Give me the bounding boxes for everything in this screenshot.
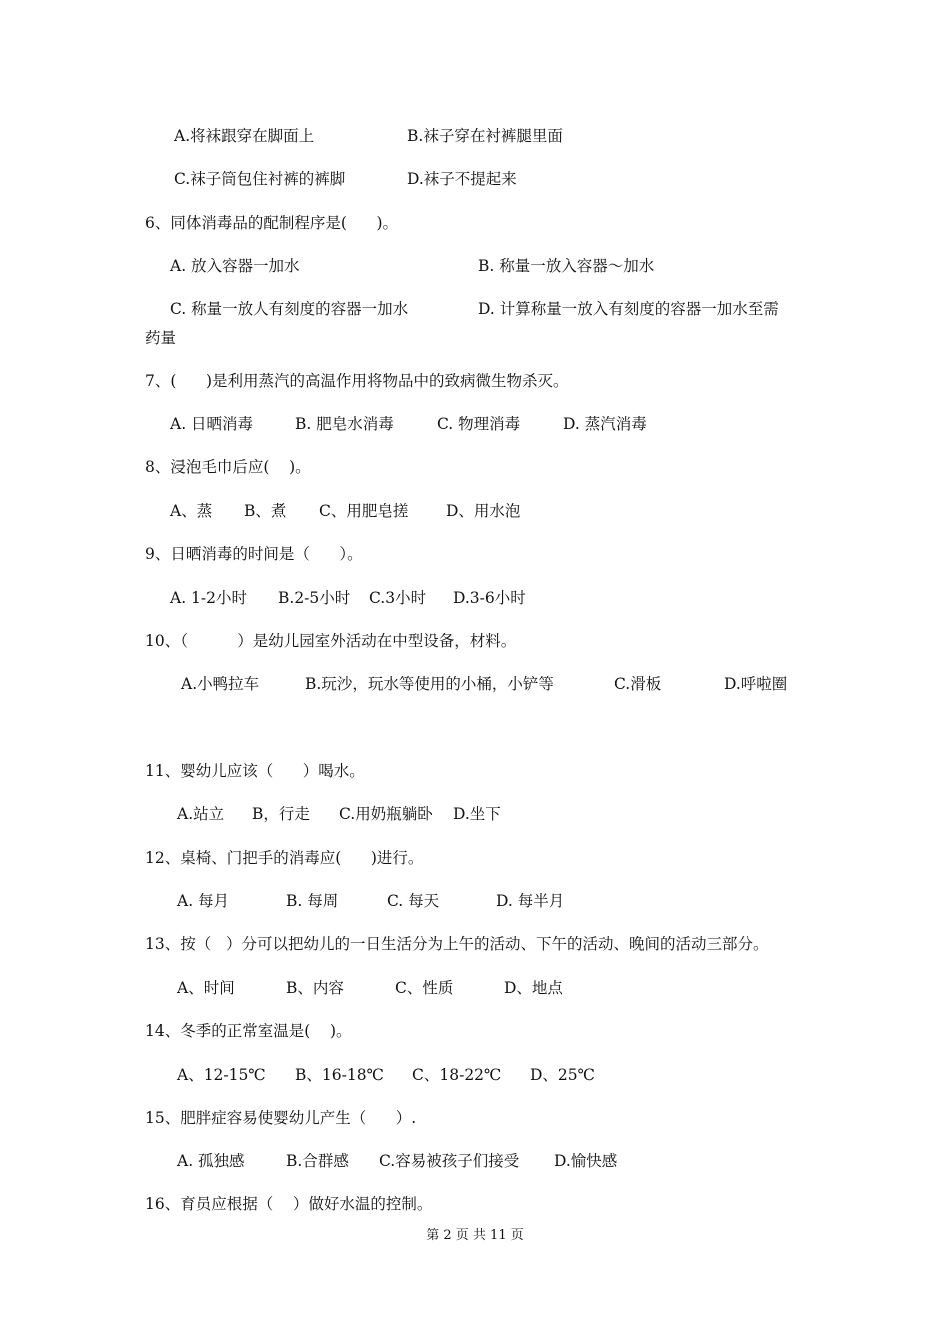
- q9-option-b: B.2-5小时: [278, 589, 351, 607]
- question-9: 9、日晒消毒的时间是（ ）。: [145, 545, 363, 563]
- question-8: 8、浸泡毛巾后应( )。: [145, 458, 311, 476]
- q11-option-a: A.站立: [177, 805, 225, 823]
- q8-option-b: B、煮: [244, 502, 287, 520]
- q5-option-c: C.袜子筒包住衬裤的裤脚: [174, 170, 346, 188]
- q7-option-a: A. 日晒消毒: [170, 415, 254, 433]
- question-13: 13、按（ ）分可以把幼儿的一日生活分为上午的活动、下午的活动、晚间的活动三部分。: [145, 935, 769, 953]
- q13-option-a: A、时间: [177, 979, 235, 997]
- q7-option-c: C. 物理消毒: [437, 415, 521, 433]
- question-16: 16、育员应根据（ ）做好水温的控制。: [145, 1195, 433, 1213]
- q14-option-d: D、25℃: [530, 1066, 595, 1084]
- q6-option-b: B. 称量一放入容器～加水: [478, 257, 655, 275]
- q11-option-c: C.用奶瓶躺卧: [339, 805, 433, 823]
- q10-option-d: D.呼啦圈: [724, 675, 788, 693]
- question-14: 14、冬季的正常室温是( )。: [145, 1022, 352, 1040]
- q7-option-b: B. 肥皂水消毒: [295, 415, 394, 433]
- question-6: 6、同体消毒品的配制程序是( )。: [145, 214, 399, 232]
- q9-option-d: D.3-6小时: [453, 589, 526, 607]
- q15-option-d: D.愉快感: [554, 1152, 618, 1170]
- q6-option-d-continued: 药量: [145, 329, 177, 347]
- q12-option-b: B. 每周: [286, 892, 339, 910]
- q15-option-b: B.合群感: [286, 1152, 349, 1170]
- page-number-footer: 第 2 页 共 11 页: [426, 1228, 524, 1243]
- q5-option-d: D.袜子不提起来: [407, 170, 517, 188]
- q8-option-a: A、蒸: [170, 502, 213, 520]
- q12-option-a: A. 每月: [177, 892, 230, 910]
- q14-option-b: B、16-18℃: [295, 1066, 384, 1084]
- q13-option-d: D、地点: [504, 979, 563, 997]
- q11-option-d: D.坐下: [453, 805, 501, 823]
- q13-option-b: B、内容: [286, 979, 344, 997]
- q10-option-a: A.小鸭拉车: [181, 675, 260, 693]
- q14-option-c: C、18-22℃: [412, 1066, 502, 1084]
- q5-option-b: B.袜子穿在衬裤腿里面: [407, 127, 563, 145]
- question-10: 10、（ ）是幼儿园室外活动在中型设备，材料。: [145, 632, 517, 650]
- q8-option-c: C、用肥皂搓: [319, 502, 409, 520]
- q8-option-d: D、用水泡: [446, 502, 521, 520]
- question-15: 15、肥胖症容易使婴幼儿产生（ ）.: [145, 1109, 417, 1127]
- q13-option-c: C、性质: [395, 979, 454, 997]
- q15-option-a: A. 孤独感: [177, 1152, 245, 1170]
- q14-option-a: A、12-15℃: [177, 1066, 266, 1084]
- q6-option-d: D. 计算称量一放入有刻度的容器一加水至需: [478, 300, 779, 318]
- q6-option-a: A. 放入容器一加水: [170, 257, 300, 275]
- q7-option-d: D. 蒸汽消毒: [563, 415, 647, 433]
- q15-option-c: C.容易被孩子们接受: [379, 1152, 520, 1170]
- q12-option-c: C. 每天: [387, 892, 440, 910]
- q11-option-b: B，行走: [252, 805, 310, 823]
- q9-option-a: A. 1-2小时: [170, 589, 248, 607]
- q9-option-c: C.3小时: [369, 589, 427, 607]
- q12-option-d: D. 每半月: [496, 892, 565, 910]
- q6-option-c: C. 称量一放人有刻度的容器一加水: [170, 300, 409, 318]
- question-7: 7、( )是利用蒸汽的高温作用将物品中的致病微生物杀灭。: [145, 372, 569, 390]
- q5-option-a: A.将袜跟穿在脚面上: [174, 127, 315, 145]
- q10-option-c: C.滑板: [614, 675, 662, 693]
- question-11: 11、婴幼儿应该（ ）喝水。: [145, 762, 365, 780]
- q10-option-b: B.玩沙，玩水等使用的小桶，小铲等: [305, 675, 554, 693]
- question-12: 12、桌椅、门把手的消毒应( )进行。: [145, 849, 424, 867]
